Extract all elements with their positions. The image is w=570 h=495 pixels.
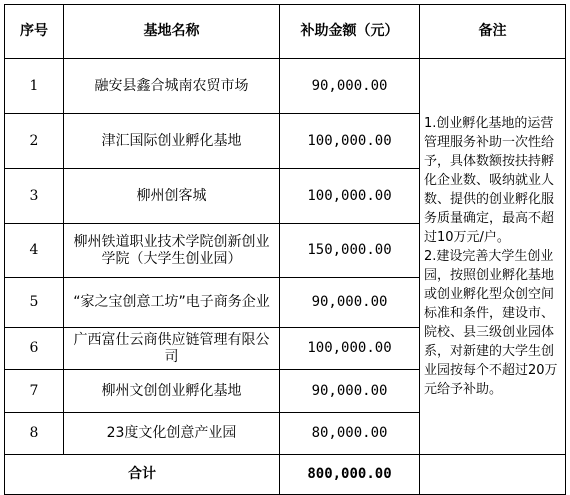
note-item-1: 1.创业孵化基地的运营管理服务补助一次性给予，具体数额按扶持孵化企业数、吸纳就业人数、提供的创业孵化服务质量确定，最高不超过10万元/户。: [424, 116, 555, 245]
row-name: “家之宝创意工坊”电子商务企业: [64, 278, 280, 328]
header-row: [5, 5, 566, 59]
row-amount: 80,000.00: [280, 413, 420, 455]
row-name: 融安县鑫合城南农贸市场: [64, 59, 280, 114]
row-amount: 150,000.00: [280, 224, 420, 278]
header-no: 序号: [5, 5, 64, 59]
row-no: 2: [5, 114, 64, 169]
subsidy-table: [4, 4, 566, 495]
row-no: 1: [5, 59, 64, 114]
row-amount: 100,000.00: [280, 114, 420, 169]
row-amount: 90,000.00: [280, 59, 420, 114]
row-no: 5: [5, 278, 64, 328]
total-note-empty: [420, 455, 566, 495]
header-name: 基地名称: [64, 5, 280, 59]
header-note: 备注: [420, 5, 566, 59]
row-name: 柳州铁道职业技术学院创新创业学院（大学生创业园）: [64, 224, 280, 278]
row-no: 8: [5, 413, 64, 455]
row-name: 广西富仕云商供应链管理有限公司: [64, 328, 280, 370]
total-amount: 800,000.00: [280, 455, 420, 495]
row-no: 4: [5, 224, 64, 278]
row-amount: 100,000.00: [280, 169, 420, 224]
row-name: 柳州创客城: [64, 169, 280, 224]
row-name: 津汇国际创业孵化基地: [64, 114, 280, 169]
note-cell: [420, 59, 566, 455]
row-no: 7: [5, 370, 64, 413]
total-row: [5, 455, 566, 495]
note-item-2: 2.建设完善大学生创业园，按照创业孵化基地或创业孵化型众创空间标准和条件，建设市、院校、县三级创业园体系，对新建的大学生创业园按每个不超过20万元给予补助。: [424, 249, 558, 397]
row-no: 3: [5, 169, 64, 224]
total-label: 合计: [5, 455, 280, 495]
row-amount: 90,000.00: [280, 370, 420, 413]
row-no: 6: [5, 328, 64, 370]
row-amount: 90,000.00: [280, 278, 420, 328]
row-name: 23度文化创意产业园: [64, 413, 280, 455]
header-amount: 补助金额（元）: [280, 5, 420, 59]
row-name: 柳州文创创业孵化基地: [64, 370, 280, 413]
table-row: [5, 59, 566, 114]
row-amount: 100,000.00: [280, 328, 420, 370]
